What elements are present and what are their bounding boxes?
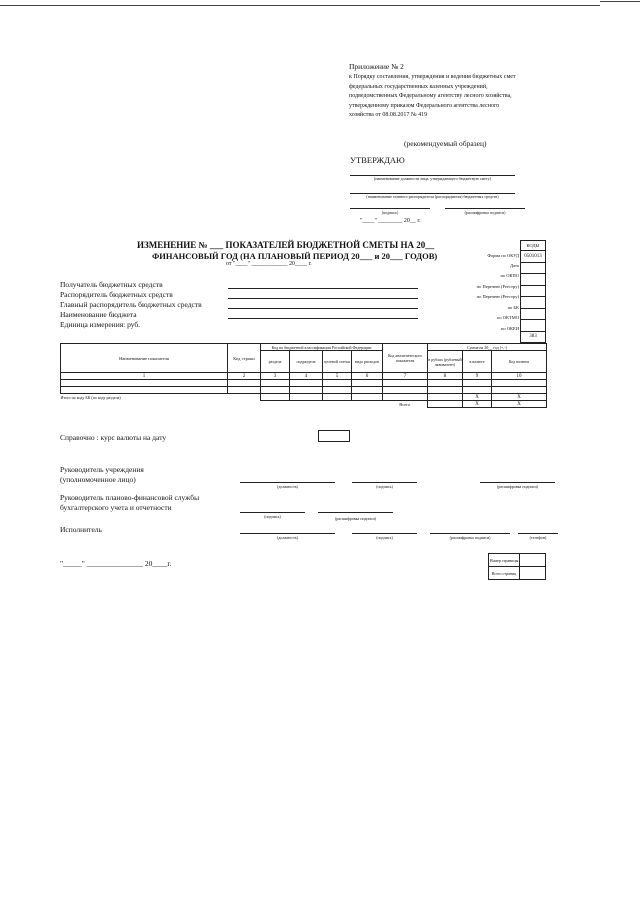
code-label: Форма по ОКУД (487, 253, 519, 258)
appendix-line: утвержденному приказом Федерального агентства лесного (349, 102, 500, 109)
indicators-table (60, 343, 547, 408)
head-caption-name: (расшифровка подписи) (497, 484, 538, 489)
col-cur: в валюте (463, 351, 492, 373)
col-num: 4 (290, 373, 323, 380)
field-main-distributor: Главный распорядитель бюджетных средств (60, 300, 202, 309)
x-mark: X (492, 394, 547, 401)
x-mark: X (492, 401, 547, 408)
code-value: 383 (521, 331, 546, 343)
code-value (521, 285, 546, 297)
exec-caption-sign: (подпись) (376, 535, 393, 540)
total-row (61, 401, 547, 408)
head-caption-position: (должность) (277, 484, 298, 489)
sign-fin-title (60, 493, 199, 513)
col-num: 9 (463, 373, 492, 380)
field-line (228, 298, 418, 299)
approve-caption-position: (наименование должности лица, утверждающего бюджетную смету) (374, 176, 491, 181)
approve-sign-line (350, 208, 430, 209)
total-bk-label: Итого по коду БК (по коду раздела) (60, 394, 121, 400)
code-value: 0501013 (521, 251, 546, 263)
head-sign-line (352, 482, 417, 483)
sign-head-line: (уполномоченное лицо) (60, 475, 136, 484)
col-analytic: Код аналитического показателя (383, 344, 428, 373)
page-total-value (520, 567, 546, 580)
field-line (228, 318, 418, 319)
field-line (228, 308, 418, 309)
scan-top-edge (0, 5, 600, 6)
col-curcode: Код валюты (492, 351, 547, 373)
code-label: по Перечню (Реестру) (476, 294, 519, 299)
sign-fin-line: Руководитель планово-финансовой службы (60, 493, 200, 502)
exec-caption-phone: (телефон) (529, 535, 547, 540)
page-total-label: Всего страниц (489, 567, 520, 580)
col-name: Наименование показателя (61, 344, 228, 373)
field-line (228, 288, 418, 289)
code-label: Дата (510, 263, 519, 268)
code-value (521, 297, 546, 309)
total-bk-row (61, 394, 547, 401)
doc-heading-line1: ИЗМЕНЕНИЕ № ___ ПОКАЗАТЕЛЕЙ БЮДЖЕТНОЙ СМЕТЫ НА 20__ (137, 240, 435, 250)
col-section: раздела (261, 351, 290, 373)
appendix-line: хозяйства от 08.08.2017 № 419 (349, 112, 428, 119)
col-num: 2 (228, 373, 261, 380)
head-position-line (240, 482, 335, 483)
page-number-label: Номер страницы (489, 554, 520, 567)
x-mark: X (463, 401, 492, 408)
appendix-title: Приложение № 2 (349, 62, 404, 71)
appendix-line: федеральных государственных казенных учреждений, (349, 83, 488, 90)
code-value (521, 308, 546, 320)
col-subsection: подраздела (290, 351, 323, 373)
col-bk: Код по бюджетной классификации Российской Федерации (261, 344, 383, 351)
table-row (61, 380, 547, 387)
exec-caption-position: (должность) (277, 535, 298, 540)
code-label: по ОКПО (500, 273, 519, 278)
reference-rate-box (318, 430, 350, 442)
reference-label: Справочно : курс валюты на дату (60, 433, 167, 442)
col-num: 1 (61, 373, 228, 380)
sign-head-title (60, 465, 144, 485)
head-caption-sign: (подпись) (376, 484, 393, 489)
code-label: по ОКЕИ (500, 326, 519, 331)
codes-table (520, 240, 546, 343)
col-num: 8 (428, 373, 463, 380)
code-label: по ОКТМО (497, 315, 519, 320)
col-num: 10 (492, 373, 547, 380)
code-value (521, 320, 546, 332)
total-label: Всего (399, 401, 411, 407)
table-row (61, 387, 547, 394)
exec-caption-name: (расшифровка подписи) (449, 535, 491, 540)
page-number-value (520, 554, 546, 567)
bottom-date: "_____" _______________ 20____г. (60, 559, 172, 568)
field-budget-name: Наименование бюджета (60, 310, 137, 319)
code-value (521, 274, 546, 286)
col-target: целевой статьи (323, 351, 352, 373)
sign-fin-line: бухгалтерского учета и отчетности (60, 503, 172, 512)
appendix-line: подведомственных Федеральному агентству лесного хозяйства, (349, 93, 512, 100)
sample-note: (рекомендуемый образец) (404, 139, 487, 148)
col-exp: вида расходов (352, 351, 383, 373)
fin-caption-name: (расшифровка подписи) (335, 516, 376, 521)
appendix-text (349, 73, 559, 121)
col-row-code: Код строки (228, 344, 261, 373)
appendix-line: к Порядку составления, утверждения и ведения бюджетных смет (349, 74, 516, 80)
approve-caption-sign: (подпись) (381, 210, 399, 215)
approve-caption-distributor: (наименование главного распорядителя (распорядителя) бюджетных средств) (366, 194, 499, 199)
approve-caption-name: (расшифровка подписи) (464, 210, 506, 215)
head-name-line (480, 482, 555, 483)
executor-title: Исполнитель (60, 525, 102, 534)
col-num: 3 (261, 373, 290, 380)
fin-caption-sign: (подпись) (264, 514, 281, 519)
approve-label: УТВЕРЖДАЮ (350, 155, 405, 165)
col-num: 5 (323, 373, 352, 380)
code-label: по Перечню (Реестру) (476, 284, 519, 289)
fin-sign-line (240, 512, 305, 513)
code-value (521, 262, 546, 274)
col-num: 6 (352, 373, 383, 380)
exec-name-line (430, 533, 510, 534)
col-rub: в рублях (рублевый эквивалент) (428, 351, 463, 373)
doc-heading-date: от "____" ____________ 20____ г. (226, 261, 312, 267)
scan-top-edge-right (600, 1, 640, 2)
x-mark: X (463, 394, 492, 401)
exec-sign-line (352, 533, 417, 534)
doc-heading-line2: ФИНАНСОВЫЙ ГОД (НА ПЛАНОВЫЙ ПЕРИОД 20___ и 20___ ГОДОВ) (152, 251, 438, 261)
field-unit: Единица измерения: руб. (60, 320, 141, 329)
sign-head-line: Руководитель учреждения (60, 465, 144, 474)
field-recipient: Получатель бюджетных средств (60, 280, 163, 289)
fin-name-line (318, 512, 393, 513)
codes-header: КОДЫ (521, 241, 546, 251)
approve-name-line (445, 208, 525, 209)
code-label: по БК (507, 305, 519, 310)
field-distributor: Распорядитель бюджетных средств (60, 290, 173, 299)
approve-date: "____" ________ 20__ г. (360, 218, 421, 224)
col-sum: Сумма на 20__ год (+,-) (428, 344, 547, 351)
exec-phone-line (518, 533, 558, 534)
col-num: 7 (383, 373, 428, 380)
exec-position-line (240, 533, 335, 534)
page-box (488, 553, 546, 580)
